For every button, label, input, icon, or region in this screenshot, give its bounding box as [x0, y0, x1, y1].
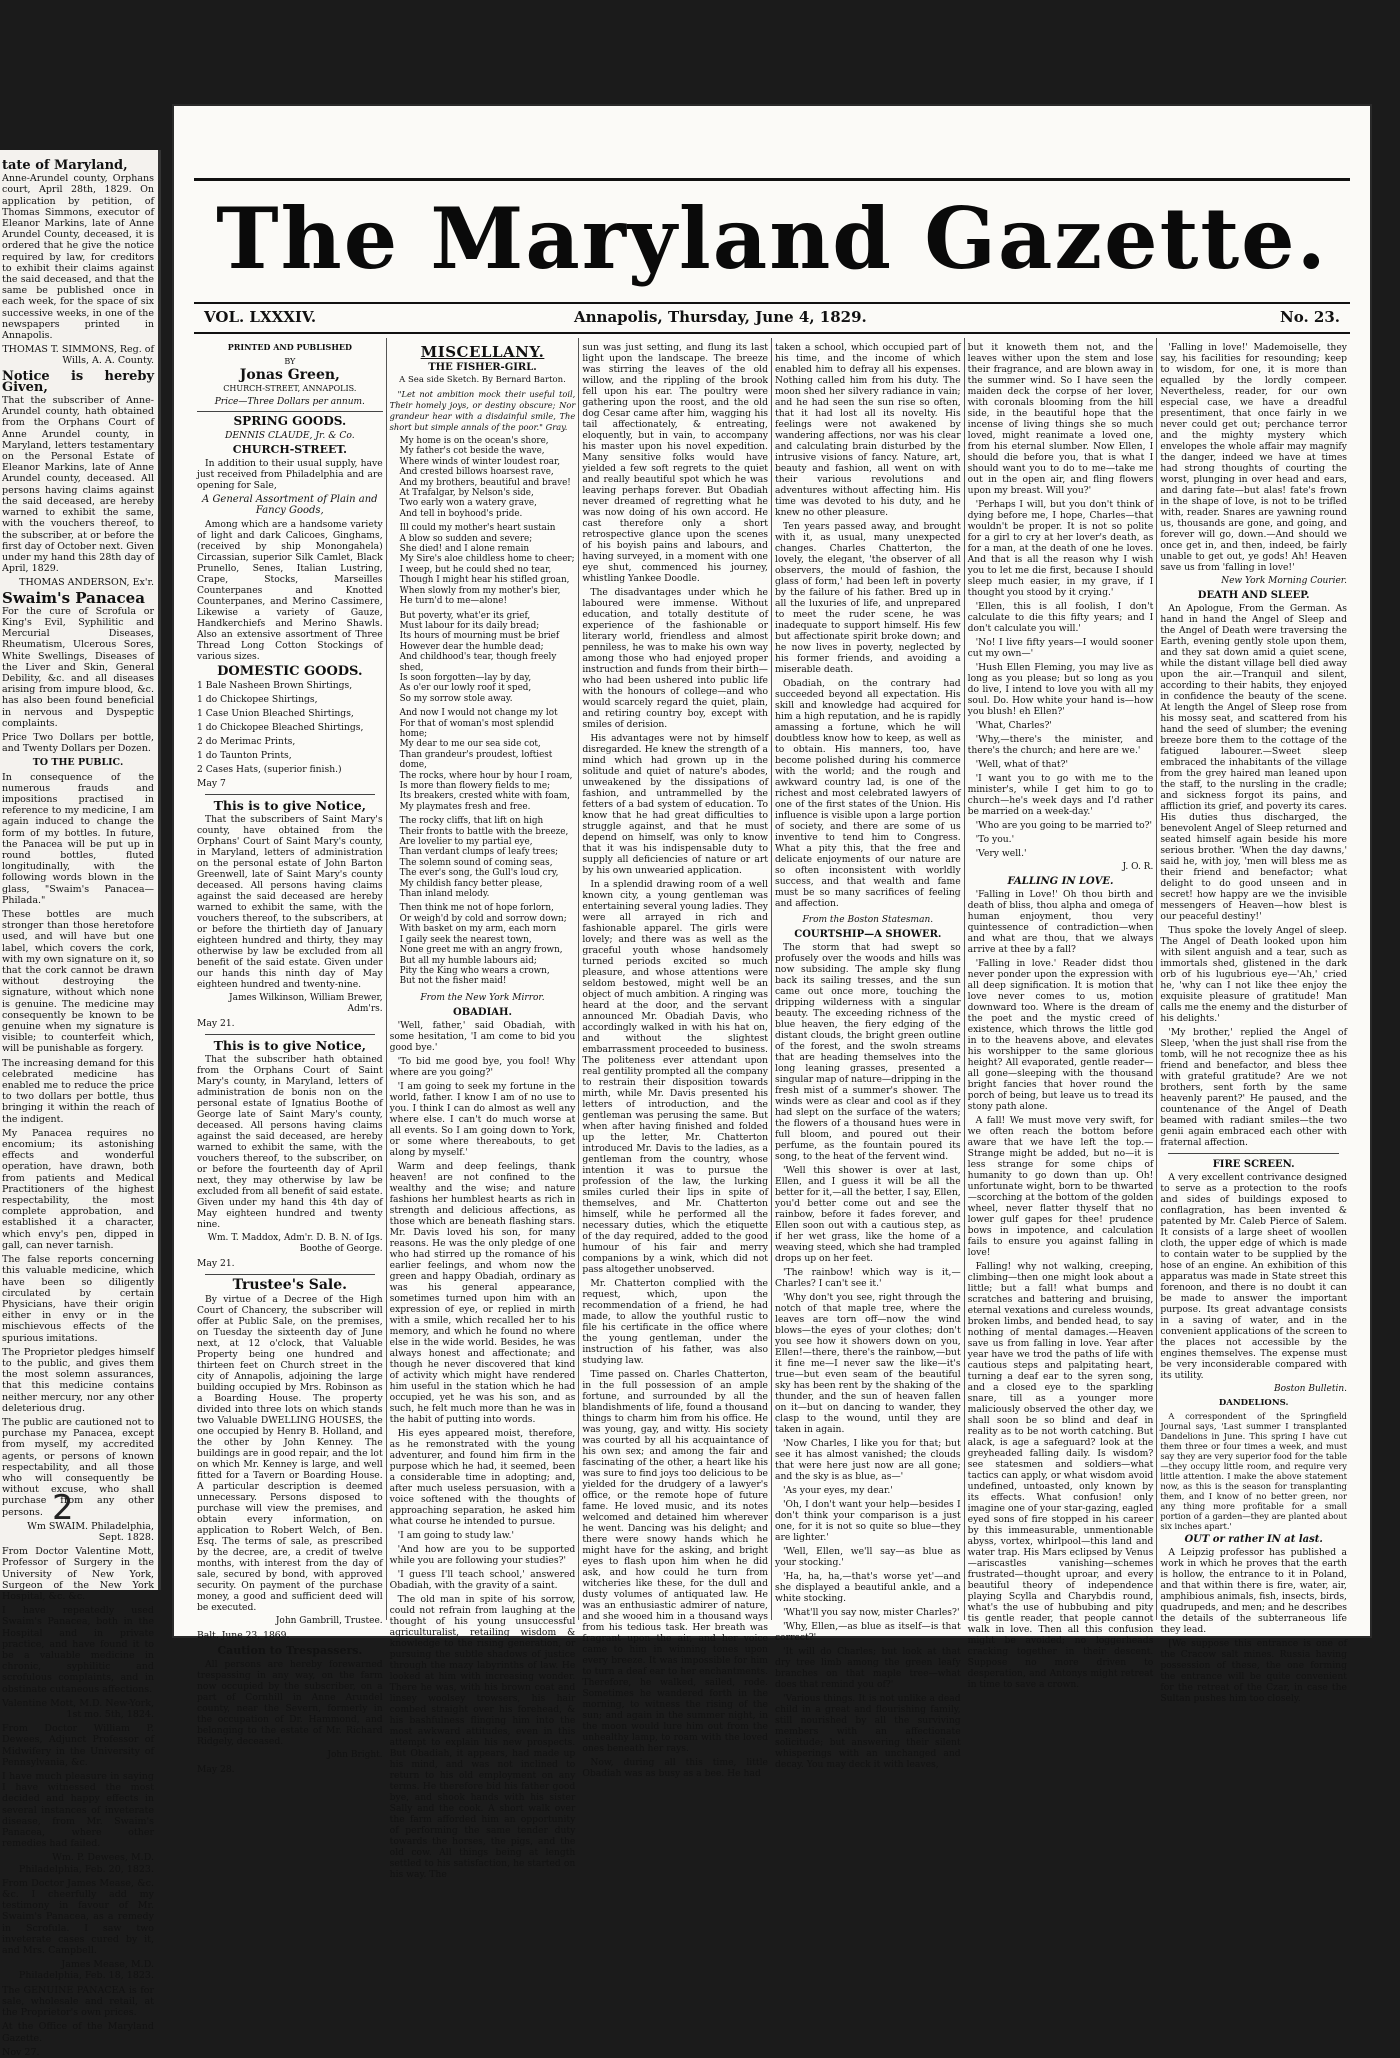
fragment-paragraph: That the subscriber of Anne-Arundel county, hath obtained from the Orphans Court of Anne Arundel county, in Maryland, letters testamentary on the Personal Estate of Eleanor Markins, late of Anne Arundel county, deceased. All persons having claims against the said deceased, are hereby warned to exhibit the same, with the vouchers thereof, to the subscriber, at or before the first day of October next. Given under my hand this 28th day of April, 1829.: [2, 395, 154, 575]
fragment-paragraph: From Doctor Valentine Mott, Professor of Surgery in the University of New York, Surgeon of the New York Hospital, &c. &c.: [2, 1546, 154, 1602]
poem-stanza: Then think me not of hope forlorn, Or weigh'd by cold and sorrow down; With basket on my arm, each morn I gaily seek the nearest town, None greet me with an angry frown, But all my humble labours aid; Pity the King who wears a crown, But not the fisher maid!: [399, 903, 567, 987]
article-paragraph: 'Perhaps I will, but you don't think of dying before me, I hope, Charles—that wouldn't be proper. It is not so polite for a girl to cry at her lover's death, as for a man, at the death of one he loves. And that is all the reason why I wish you to let me die first, because I should sleep much easier, in my grave, if I thought you stood by it crying.': [967, 499, 1154, 598]
fragment-paragraph: Nov 27.: [2, 2046, 40, 2058]
poem-stanza: Ill could my mother's heart sustain A blow so sudden and severe; She died! and I alone remain My Sire's aloe childless home to cheer; I weep, but he could shed no tear, Though I might hear his stifled groan, When slowly from my mother's bier, He turn'd to me—alone!: [399, 523, 575, 607]
article-paragraph: 'What, Charles?': [975, 720, 1052, 731]
place-and-date: Annapolis, Thursday, June 4, 1829.: [574, 308, 867, 326]
article-paragraph: Falling! why not walking, creeping, climbing—then one might look about a little; but a fall! what bumps and scratches and battering and bruising, eternal vexations and cureless wounds, broken limbs, and bended head, to say nothing of mental damages.—Heaven save us from falling in love. Year after year have we trod the paths of life with cautious steps and palpitating heart, turning a deaf ear to the syren song, and a closed eye to the sparkling snare, till as a younger more maliciously observed the other day, we shall soon be so blind and deaf in reality as to be not worth catching. But alack, is age a safeguard? look at the greyheaded falling daily. Is wisdom? see statesmen and soldiers—what tactics can apply, or what wisdom avoid undefined, untoasted, only known by its effects. What confusion! only imagine one of your star-gazing, eagled eyed sons of fire stopped in his career by this immeasurable, unmentionable abyss, vortex, whirlpool—this land and water trap. His Mars eclipsed by Venus—ariscastles vanishing—schemes frustrated—thought uproar, and every beautiful theory of independence playing Scylla and Charybdis round, what's the use of hubbubing and pity tis gentle reader, that people cannot walk in love. Then all this confusion might be avoided; no loggerheads cracking together in their descent. Suppose no more driven to desperation, and Antonys might retreat in time to save a crown.: [967, 1261, 1154, 1690]
article-paragraph: [We suppose this entrance is one of the Cracow salt mines. Russia having possession of these, the one forming the entrance will be quite convenient for the retreat of the Czar, in case the Sultan pushes him too closely.: [1160, 1638, 1347, 1704]
article-paragraph: 'Ha, ha, ha,—that's worse yet'—and she displayed a beautiful ankle, and a white stocking.: [775, 1571, 961, 1604]
article-source: From the Boston Statesman.: [802, 915, 934, 925]
article-paragraph: Ten years passed away, and brought with it, as usual, many unexpected changes. Charles Chatterton, the lovely, the elegant, 'the observer of all observers, the mould of fashion, the glass of form,' had been left in poverty by the failure of his father. Bred up in all the luxuries of life, and unprepared to meet the ruder scene, he was inadequate to support himself. His few but affectionate spirit broke down; and he now lives in poverty, neglected by his former friends, and avoiding a miserable death.: [775, 521, 961, 675]
article-paragraph: A Leipzig professor has published a work in which he proves that the earth is hollow, the entrance to it in Poland, and that within there is fire, water, air, amphibious animals, fish, insects, birds, quadrupeds, and men; and he describes the details of the subterraneous life they lead.: [1160, 1547, 1347, 1635]
article-paragraph: His advantages were not by himself disregarded. He knew the strength of a mind which had grown up in the solitude and quiet of nature's abodes, unweakened by the dissipations of fashion, and untrammelled by the fetters of a bad system of education. To know that he had great difficulties to struggle against, and that he must depend on himself, was only to know that it was his indispensable duty to supply all deficiencies of nature or art by his own unwearied application.: [582, 733, 768, 876]
article-paragraph: 'The rainbow! which way is it,—Charles? I can't see it.': [775, 1267, 961, 1289]
fragment-signature: THOMAS ANDERSON, Ex'r.: [19, 577, 154, 589]
ad-list-item: 1 Bale Nasheen Brown Shirtings,: [197, 680, 353, 691]
column-6: [1157, 338, 1350, 1704]
article-title: COURTSHIP—A SHOWER.: [794, 929, 942, 940]
fragment-paragraph: From Doctor William P. Dewees, Adjunct Professor of Midwifery in the University of Pennsylvania, &c.: [2, 1723, 154, 1768]
top-rule: [194, 178, 1350, 181]
poem-stanza: But poverty, what'er its grief, Must labour for its daily bread; Its hours of mourning must be brief However dear the humble dead; And childhood's tear, though freely shed, Is soon forgotten—lay by day, As o'er our lowly roof it sped, So my sorrow stole away.: [399, 610, 560, 704]
notice-heading: This is to give Notice,: [213, 798, 367, 813]
fragment-paragraph: In consequence of the numerous frauds and impositions practised in reference to my medicine, I am again induced to change the form of my bottles. In future, the Panacea will be put up in round bottles, fluted longitudinally, with the following words blown in the glass, "Swaim's Panacea—Philada.": [2, 771, 154, 906]
article-paragraph: His eyes appeared moist, therefore, as he remonstrated with the young adventurer, and found him firm in the purpose which he had, it seemed, been a considerable time in adopting; and, after much useless persuasion, with a voice softened with the thoughts of approaching separation, he asked him what course he intended to pursue.: [389, 1427, 576, 1527]
article-paragraph: Obadiah, on the contrary had succeeded beyond all expectation. His skill and knowledge had acquired for him a high reputation, and he is rapidly amassing a fortune, which he will doubtless know how to keep, as well as to obtain. His manners, too, have become polished during his commerce with the world; and the rough and awkward country lad, is one of the richest and most celebrated lawyers of one of the first states of the Union. His influence is visible upon a large portion of society, and there are some of us inventive to tend him to Congress. What a pity this, that the free and delicate enjoyments of our nature are so often inconsistent with worldly success, and that wealth and fame must be so many sacrifices of feeling and affection.: [775, 678, 961, 909]
divider: [1168, 1153, 1339, 1154]
article-paragraph: A very excellent contrivance designed to serve as a protection to the roofs and sides of buildings exposed to conflagration, has been invented & patented by Mr. Caleb Pierce of Salem. It consists of a large sheet of woollen cloth, the upper edge of which is made to contain water to be supplied by the hose of an engine. An exhibition of this apparatus was made in State street this forenoon, and there is no doubt it can be made to answer the important purpose. Its great advantage consists in a saving of water, and in the convenient applications of the screen to the places not accessible by the engines themselves. The expense must be very inconsiderable compared with its utility.: [1160, 1172, 1347, 1381]
publisher-name: Jonas Green,: [239, 367, 340, 383]
section-heading-miscellany: MISCELLANY.: [420, 343, 545, 361]
ad-list-item: 1 do Chickopee Shirtings,: [197, 694, 318, 705]
article-paragraph: In a splendid drawing room of a well known city, a young gentleman was entertaining several young ladies. They were all arrayed in rich and fashionable apparel. The girls were lovely; and there was as well as the graceful youth whose handsomely turned periods excited so much pleasure, and whose attentions were seldom bestowed, might well be an object of much ambition. A ringing was heard at the door, and the servant announced Mr. Obadiah Davis, who accordingly walked in with his hat on, and without the slightest embarrassment proceeded to business. The politeness ever attendant upon real gentility prompted all the company to restrain their disposition towards mirth, while Mr. Davis presented his letters of introduction, and the gentleman was perusing the same. But when after having finished and folded up the letter, Mr. Chatterton introduced Mr. Davis to the ladies, as a gentleman from the country, whose intention it was to pursue the profession of the law, the lurking smiles curled their lips in spite of themselves, and Mr. Chatterton himself, while he performed all the necessary duties, which the etiquette of the day required, added to the good humour of his fair and merry companions by a wink, which did not pass altogether unobserved.: [582, 879, 768, 1275]
fragment-heading: Notice is hereby Given,: [2, 368, 154, 395]
notice-text: That the subscribers of Saint Mary's county, have obtained from the Orphans' Court of Saint Mary's county, in Maryland, letters of administration on the personal estate of John Barton Greenwell, late of Saint Mary's county deceased. All persons having claims against the said deceased are hereby warned to exhibit the same, with the vouchers thereof, to the subscribers, at or before the thirtieth day of January eighteen hundred and thirty, they may otherwise by law be excluded from all benefit of the said estate. Given under our hands this ninth day of May eighteen hundred and twenty-nine.: [197, 814, 383, 990]
notice-date: May 21.: [197, 1258, 235, 1269]
fragment-paragraph: Anne-Arundel county, Orphans court, April 28th, 1829. On application by petition, of Thomas Simmons, executor of Eleanor Markins, late of Anne Arundel County, deceased, it is ordered that he give the notice required by law, for creditors to exhibit their claims against the said deceased, and that the same be published once in each week, for the space of six successive weeks, in one of the newspapers printed in Annapolis.: [2, 173, 154, 342]
article-paragraph: An Apologue, From the German. As hand in hand the Angel of Sleep and the Angel of Death were traversing the Earth, evening gently stole upon them, and they sat down amid a quiet scene, while the distant village bell died away upon the air.—Tranquil and silent, according to their habits, they enjoyed in confidence the beauty of the scene. At length the Angel of Sleep rose from his mossy seat, and scattered from his hand the seed of slumber; the evening breeze bore them to the cottage of the fatigued labourer.—Sweet sleep embraced the inhabitants of the village from the grey haired man leaned upon the staff, to the nursling in the cradle; and sickness forgot its pains, and affliction its grief, and poverty its cares. His duties thus discharged, the benevolent Angel of Sleep returned and seated himself again beside his more serious brother. 'When the day dawns,' said he, with joy, 'men will bless me as their friend and benefactor; what delight to do good unseen and in secret! how happy are we the invisible messengers of Heaven—how blest is our peaceful destiny!': [1160, 603, 1347, 922]
fragment-heading: tate of Maryland,: [2, 158, 128, 173]
article-paragraph: Now, during all this time, little Obadiah was as busy as a bee. He had: [582, 1757, 768, 1779]
fragment-signature: Wm SWAIM. Philadelphia, Sept. 1828.: [27, 1520, 154, 1543]
ad-list-item: 1 Case Union Bleached Shirtings,: [197, 708, 354, 719]
subscription-price: Price—Three Dollars per annum.: [197, 397, 383, 412]
article-paragraph: 'It will do Charles; but look at that dry tree limb among the green leafy branches on that maple tree—what does that remind you of?': [775, 1646, 961, 1690]
caution-signature: John Bright.: [327, 1750, 383, 1760]
ad-heading-domestic-goods: DOMESTIC GOODS.: [217, 664, 363, 679]
article-paragraph: Mr. Chatterton complied with the request, which, upon the recommendation of a friend, he had made, to allow the youthful rustic to file his certificate in the office where the young gentleman, under the instruction of his father, was also studying law.: [582, 1278, 768, 1366]
article-paragraph: 'Ellen, this is all foolish, I don't calculate to die this fifty years; and I don't calculate you will.': [967, 601, 1154, 634]
ad-date: May 7: [197, 778, 226, 789]
trustee-signature: John Gambrill, Trustee.: [275, 1616, 383, 1626]
columns: [194, 338, 1350, 1880]
issue-number: No. 23.: [1280, 308, 1340, 326]
column-5: [965, 338, 1158, 1690]
masthead-rule: [194, 302, 1350, 304]
divider: [205, 1034, 375, 1035]
article-paragraph: 'And how are you to be supported while you are following your studies?': [389, 1543, 576, 1566]
newspaper-page: [174, 106, 1370, 1880]
fragment-paragraph: The Proprietor pledges himself to the public, and gives them the most solemn assurances, that this medicine contains neither mercury, nor any other deleterious drug.: [2, 1346, 154, 1414]
handwritten-page-number: 2: [52, 1488, 74, 1528]
article-paragraph: 'My brother,' replied the Angel of Sleep, 'when the just shall rise from the tomb, will he not recognize thee as his friend and benefactor, and bless thee with grateful gratitude? Are we not brothers, sent forth by the same heavenly parent?' He paused, and the countenance of the Angel of Death beamed with radiant smiles—the two genii again embraced each other with fraternal affection.: [1160, 1027, 1347, 1148]
trustee-date: Balt. June 23, 1869.: [197, 1630, 290, 1641]
fragment-paragraph: I have repeatedly used Swaim's Panacea, both in the Hospital and in private practice, and have found it to be a valuable medicine in chronic, syphilitic and scrofulous complaints, and in obstinate cutaneous affections.: [2, 1605, 154, 1695]
divider: [205, 1274, 375, 1275]
notice-heading: This is to give Notice,: [213, 1038, 367, 1053]
article-paragraph: A fall! We must move very swift, for we often reach the bottom before aware that we have left the top.—Strange might be added, but no—it is less strange for some chips of humanity to go down than up. Oh! unfortunate wight, born to be thwarted—scorching at the bottom of the golden wheel, never flatter thyself that no lower gulf gapes for thee! prudence bows in impotence, and calculation fails to ensure you against falling in love!: [967, 1115, 1154, 1258]
caution-heading: Caution to Trespassers.: [217, 1644, 363, 1657]
article-paragraph: 'Well, father,' said Obadiah, with some hesitation, 'I am come to bid you good bye.': [389, 1019, 576, 1053]
article-paragraph: 'Why,—there's the minister, and there's the church; and here are we.': [967, 734, 1154, 756]
poem-stanza: And now I would not change my lot For that of woman's most splendid home; My dear to me our sea side cot, Than grandeur's proudest, loftiest dome, The rocks, where hour by hour I roam, Is more than flowery fields to me; Its breakers, crested white with foam, My playmates fresh and free.: [399, 708, 573, 812]
fragment-subheading: TO THE PUBLIC.: [32, 757, 124, 769]
article-paragraph: taken a school, which occupied part of his time, and the income of which enabled him to defray all his expenses. Nothing called him from his duty. The moon shed her silvery radiance in vain; and he had seen the sun rise so often, that it had lost all its novelty. His feelings were not awakened by wandering affections, nor was his clear and calculating brain disturbed by the intrusive visions of fancy. Nature, art, beauty and fashion, all went on with their various revolutions and adventures without affecting him. His time was devoted to his duty, and he knew no other pleasure.: [775, 342, 961, 518]
fragment-signature: Valentine Mott, M.D. New-York, 1st mo. 5th, 1824.: [2, 1697, 154, 1721]
article-title: OUT or rather IN at last.: [1184, 1534, 1323, 1545]
ad-text: In addition to their usual supply, have just received from Philadelphia and are opening for Sale,: [197, 458, 383, 491]
article-paragraph: A correspondent of the Springfield Journal says, 'Last summer I transplanted Dandelions in June. This spring I have cut them three or four times a week, and must say they are very superior food for the table—they occupy little room, and require very little attention. I make the above statement now, as this is the season for transplanting them, and I know of no better green, nor any thing more profitable for a small portion of a garden—they are planted about six inches apart.': [1160, 1411, 1347, 1531]
fragment-paragraph: These bottles are much stronger than those heretofore used, and will have but one label, which covers the cork, with my own signature on it, so that the cork cannot be drawn without destroying the signature, without which none is genuine. The medicine may consequently be known to be genuine when my signature is visible; to counterfeit which, will be punishable as forgery.: [2, 909, 154, 1055]
column-1: [194, 338, 387, 1775]
dateline: [204, 306, 1340, 330]
column-3: [579, 338, 772, 1779]
article-paragraph: 'I want you to go with me to the minister's, while I get him to go to church—he's week days and I'd rather be married on a week-day.': [967, 773, 1154, 817]
column-2: [387, 338, 580, 1880]
article-paragraph: 'No! I live fifty years—I would sooner cut my own—': [967, 637, 1154, 659]
article-paragraph: 'Why don't you see, right through the notch of that maple tree, where the leaves are torn off—now the wind blows—the eyes of your clothes; don't you see how it showers down on you, Ellen!—there, there's the rainbow,—but it fine me—I never saw the like—it's true—but even seam of the beautiful sky has been rent by the shaking of the thunder, and the sun of heaven fallen on it—but on dancing to wander, they clasp to the wound, until they are taken in again.: [775, 1292, 961, 1435]
article-title: DANDELIONS.: [1218, 1398, 1289, 1408]
article-title: FIRE SCREEN.: [1212, 1159, 1295, 1170]
fragment-paragraph: Price Two Dollars per bottle, and Twenty Dollars per Dozen.: [2, 731, 154, 755]
article-paragraph: 'Now Charles, I like you for that; but see it has almost vanished; the clouds that were here just now are all gone; and the sky is as blue, as—': [775, 1438, 961, 1482]
notice-text: That the subscriber hath obtained from the Orphans Court of Saint Mary's county, in Maryland, letters of administration de bonis non on the personal estate of Ignatius Boothe of George late of Saint Mary's county, deceased. All persons having claims against the said deceased, are hereby warned to exhibit the same, with the vouchers thereof, to the subscriber, on or before the fourteenth day of April next, they may otherwise by law be excluded from all benefit of said estate. Given under my hand this 4th day of May eighteen hundred and twenty nine.: [197, 1054, 383, 1230]
publisher-address: CHURCH-STREET, ANNAPOLIS.: [223, 384, 357, 393]
article-paragraph: 'I am going to study law.': [397, 1529, 515, 1541]
fragment-paragraph: At the Office of the Maryland Gazette.: [2, 2021, 154, 2044]
poem-stanza: The rocky cliffs, that lift on high Their fronts to battle with the breeze, Are lovelier to my partial eye, Than verdant clumps of leafy trees; The solemn sound of coming seas, The ever's song, the Gull's loud cry, My childish fancy better please, Than inland melody.: [399, 816, 569, 900]
volume-number: VOL. LXXXIV.: [204, 308, 317, 326]
ad-subheading: A General Assortment of Plain and Fancy Goods,: [202, 494, 378, 516]
article-paragraph: 'Falling in love!' Mademoiselle, they say, his facilities for resounding; keep to wisdom, for one, it is more than equalled by the lordly compeer. Nevertheless, reader, for our own especial case, we have a dreadful presentiment, that once fairly in we never could get out; perchance terror and the mighty mystery which envelopes the whole affair may magnify the danger, indeed we have at times had strong thoughts of courting the worst, plunging in over head and ears, and daring fate—but alas! fate's frown in the shape of love, is not to be trifled with, reader. Snares are yawning round us, thousands are gone, and going, and forever will go, down.—And should we once get in, and then, indeed, be fairly unable to get out, ye gods! Ah! Heaven save us from 'falling in love!': [1160, 342, 1347, 573]
poem-title: THE FISHER-GIRL.: [428, 362, 537, 373]
fragment-paragraph: I have much pleasure in saying I have witnessed the most decided and happy effects in several instances of inveterate disease, from Mr. Swaim's Panacea, where other remedies had failed.: [2, 1771, 154, 1850]
article-paragraph: Thus spoke the lovely Angel of sleep. The Angel of Death looked upon him with silent anguish and a tear, such as immortals shed, glistened in the dark orb of his lugubrious eye—'Ah,' cried he, 'why can I not like thee enjoy the exquisite pleasure of gratitude! Man calls me the enemy and the disturber of his delights.': [1160, 925, 1347, 1024]
article-paragraph: The disadvantages under which he laboured were immense. Without education, and totally destitute of experience of the fashionable or literary world, friendless and almost penniless, he was to make his own way among those who had enjoyed proper instruction and funds from their birth—who had been ushered into public life with the honours of college—and who would scarcely regard the quiet, plain, and retiring country boy, except with smiles of derision.: [582, 587, 768, 730]
caution-text: All persons are hereby forewarned trespassing in any way, on the farm now occupied by the subscriber, on a part of Cornhill in Anne Arundel county, near the Severn, formerly in the occupation of Dr. Hammond, and belonging to the estate of Mr. Richard Ridgely, deceased.: [197, 1659, 383, 1747]
trustee-sale-heading: Trustee's Sale.: [232, 1277, 348, 1293]
article-paragraph: sun was just setting, and flung its last light upon the landscape. The breeze was stirring the leaves of the old willow, and the rippling of the brook fell upon his ear. The poultry were gathering upon the roost, and the old dog Cesar came after him, wagging his tail affectionately, & entreating, eloquently, but in vain, to accompany his master upon his novel expedition. Many sensitive folks would have yielded a few soft regrets to the quiet and really beautiful spot which he was leaving perhaps forever. But Obadiah never dreamed of regretting what he was now doing of his own accord. He cast therefore only a short retrospective glance upon the scenes of his boyish pains and labours, and having surveyed, in a moment with one eye shut, commenced his journey, whistling Yankee Doodle.: [582, 342, 768, 584]
fragment-paragraph: The GENUINE PANACEA is for sale, wholesale and retail, at the Proprietor's own prices.: [2, 1984, 154, 2019]
imprint-line: PRINTED AND PUBLISHED: [227, 342, 352, 352]
article-paragraph: Time passed on. Charles Chatterton, in the full possession of an ample fortune, and surrounded by all the blandishments of life, found a thousand things to charm him from his office. He was young, gay, and witty. His society was courted by all his acquaintance of his own sex; and among the fair and fascinating of the other, a heart like his was sure to find joys too delicious to be yielded for the drudgery of a lawyer's office, or the remote hope of future fame. He loved music, and its notes welcomed and detained him wherever he went. Dancing was his delight; and there were snowy hands which he might have for the asking, and bright eyes to flash upon him when he did ask, and how could he turn from witcheries like these, for the dull and dusty volumes of antiquated law. He was an enthusiastic admirer of nature, and she wooed him in a thousand ways from his tedious task. Her breath was fragrant upon the air, and her voice came to him in winning tones upon every breeze. It was impossible for him to turn a deaf ear to her enchantments. Therefore, he walked, sailed, rode. Sometimes he wandered forth in the morning, to witness the rising of the sun; and again in the summer night, in the moon would lure him out from the unhealthy lamp, to roam with the loved ones beneath her rays.: [582, 1369, 768, 1754]
previous-page-fragment: [0, 150, 161, 2058]
article-title: FALLING IN LOVE.: [1007, 876, 1114, 887]
divider: [205, 794, 375, 795]
ad-list-item: 1 do Taunton Prints,: [197, 750, 292, 761]
article-paragraph: but it knoweth them not, and the leaves wither upon the stem and lose their fragrance, and are blown away in the summer wind. So I have seen the maiden deck the corpse of her lover, with coronals blooming from the hill side, in the beautiful hope that the incense of living things she so much loved, might reanimate a loved one, from his eternal slumber. Now Ellen, I should die before you, that is what I should want you to do to me—take me out in the open air, and fling flowers upon my breast. Will you?': [967, 342, 1154, 496]
dateline-rule: [194, 332, 1350, 334]
fragment-paragraph: The false reports concerning this valuable medicine, which have been so diligently circulated by certain Physicians, have their origin either in envy or in the mischievous effects of the spurious imitations.: [2, 1254, 154, 1344]
ad-text: Among which are a handsome variety of light and dark Calicoes, Ginghams, (received by ship Monongahela) Circassian, superior Silk Camlet, Black Prunello, Senes, Italian Lustring, Crape, Stocks, Marseilles Counterpanes and Knotted Counterpanes, and Merino Cassimere, Likewise a variety of Gauze, Handkerchiefs and Merino Shawls. Also an extensive assortment of Three Thread Long Cotton Stockings of various sizes.: [197, 519, 383, 662]
article-paragraph: 'As your eyes, my dear.': [783, 1485, 893, 1496]
ad-firm: DENNIS CLAUDE, Jr. & Co.: [224, 430, 355, 441]
article-paragraph: 'Why, Ellen,—as blue as itself—is that correct?': [775, 1621, 961, 1643]
article-paragraph: 'Well, what of that?': [975, 759, 1068, 770]
article-paragraph: The storm that had swept so profusely over the woods and hills was now subsiding. The ample sky flung back its sailing tresses, and the sun came out once more, touching the dripping wilderness with a singular beauty. The exceeding richness of the blue heaven, the fiery edging of the distant clouds, the bright green outline of the forest, and the swoln streams that are heading themselves into the long leaning grasses, presented a singular map of nature—dripping in the fresh mist of a summer's shower. The winds were as clear and cool as if they had slept on the surface of the waters; the flowers of a thousand hues were in full bloom, and poured out their perfume, as the fountain poured its song, to the heat of the fervent wind.: [775, 942, 961, 1162]
article-paragraph: 'I am going to seek my fortune in the world, father. I know I am of no use to you. I think I can do almost as well any where else. I can't do much worse at all events. So I am going down to York, or some where thereabouts, to get along by myself.': [389, 1080, 576, 1158]
notice-signature: James Wilkinson, William Brewer, Adm'rs.: [228, 993, 383, 1014]
trustee-sale-text: By virtue of a Decree of the High Court of Chancery, the subscriber will offer at Public Sale, on the premises, on Tuesday the sixteenth day of June next, at 12 o'clock, that Valuable Property being one hundred and thirteen feet on Church street in the city of Annapolis, adjoining the large building occupied by Mrs. Robinson as a Boarding House. The property divided into three lots on which stands two Valuable DWELLING HOUSES, the one occupied by Henry B. Holland, and the other by John Kenney. The buildings are in good repair, and the lot on which Mr. Kenney is large, and well fitted for a Tavern or Boarding House. A particular description is deemed unnecessary. Persons disposed to purchase will view the premises, and obtain every information, on application to Robert Welch, of Ben. Esq. The terms of sale, as prescribed by the decree, are, a credit of twelve months, with interest from the day of sale, secured by bond, with approved security. On payment of the purchase money, a good and sufficient deed will be executed.: [197, 1294, 383, 1613]
article-title: OBADIAH.: [453, 1006, 512, 1018]
article-paragraph: 'To you.': [975, 834, 1015, 845]
article-source: From the New York Mirror.: [420, 992, 545, 1003]
fragment-paragraph: The public are cautioned not to purchase my Panacea, except from myself, my accredited agents, or persons of known respectability, and all those who will consequently be without excuse, who shall purchase from any other persons.: [2, 1416, 154, 1518]
fragment-column: [0, 150, 158, 2058]
caution-date: May 28.: [197, 1764, 235, 1775]
ad-street: CHURCH-STREET.: [232, 443, 347, 456]
article-title: DEATH AND SLEEP.: [1197, 590, 1310, 601]
column-4: [772, 338, 965, 1770]
fragment-signature: THOMAS T. SIMMONS, Reg. of Wills, A. A. County.: [2, 344, 154, 367]
notice-signature: Wm. T. Maddox, Adm'r. D. B. N. of Igs. Boothe of George.: [207, 1233, 383, 1254]
article-signature: J. O. R.: [1122, 862, 1154, 872]
article-paragraph: 'Very well.': [975, 848, 1027, 859]
fragment-paragraph: My Panacea requires no encomium; its astonishing effects and wonderful operation, have drawn, both from patients and Medical Practitioners of the highest respectability, the most complete approbation, and established it a character, which envy's pen, dipped in gall, can never tarnish.: [2, 1127, 154, 1251]
ad-list-item: 2 Cases Hats, (superior finish.): [197, 764, 342, 775]
article-paragraph: 'To bid me good bye, you fool! Why where are you going?': [389, 1055, 576, 1078]
article-paragraph: 'Well this shower is over at last, Ellen, and I guess it will be all the better for it,—all the better, I say, Ellen, you'd better come out and see the rainbow, before it fades forever, and Ellen soon out with a cautious step, as if her wet grass, like the home of a weaving steed, which she had trampled drops up on her feet.: [775, 1165, 961, 1264]
article-paragraph: 'Various things. It is not unlike a dead child in a great and flourishing family, still nourished by all the surviving members with an affectionate solicitude; but answering their silent whisperings with an unchanged and decay. You may deck it with leaves,: [775, 1693, 961, 1770]
fragment-signature: Wm. P. Dewees, M.D. Philadelphia, Feb. 20, 1823.: [18, 1852, 154, 1875]
article-paragraph: 'I guess I'll teach school,' answered Obadiah, with the gravity of a saint.: [389, 1568, 576, 1591]
article-paragraph: 'Oh, I don't want your help—besides I don't think your comparison is a just one, for it is not so quite so blue—they are lighter.': [775, 1499, 961, 1543]
fragment-paragraph: From Doctor James Mease, &c. &c. I cheerfully add my testimony in favour of Mr. Swaim's Panacea, as a remedy in Scrofula. I saw two inveterate cases cured by it, and Mrs. Campbell.: [2, 1877, 154, 1957]
article-source: New York Morning Courier.: [1221, 576, 1347, 586]
article-paragraph: The old man in spite of his sorrow, could not refrain from laughing at the thought of his young unsuccessful agriculturalist, retailing wisdom & knowledge to the rising generation, or pursuing the subtle shadows of justice through the mazy labyrinths of law. He looked at him with increasing wonder. There he was, with his brown coat and linsey woolsey trowsers, his hair combed straight over his forehead, & his bashfulness flinging him into the most awkward attitudes, even in this attempt to explain his new prospects. But Obadiah, it appears, had made up his mind, and was not inclined to return to his old employment on any terms. He therefore bid his father good bye, and shook hands with his sister Sally and the cook. A short walk over the farm afforded him an opportunity of performing the same tender duty towards the horses, the pigs, and the old cow. All things being at length settled to his satisfaction, he started on his way. The: [389, 1593, 576, 1880]
fragment-signature: James Mease, M.D. Philadelphia, Feb. 18, 1823.: [18, 1959, 154, 1982]
fragment-paragraph: For the cure of Scrofula or King's Evil, Syphilitic and Mercurial Diseases, Rheumatism, Ulcerous Sores, White Swellings, Diseases of the Liver and Skin, General Debility, &c. and all diseases arising from impure blood, &c. has also been found beneficial in nervous and Dyspeptic complaints.: [2, 605, 154, 729]
imprint-by: BY: [284, 357, 296, 366]
poem-stanza: My home is on the ocean's shore, My father's cot beside the wave, Where winds of winter loudest roar, And crested billows hoarsest rave, And my brothers, beautiful and brave! At Trafalgar, by Nelson's side, Two early won a watery grave, And tell in boyhood's pride.: [399, 436, 571, 519]
article-paragraph: 'Well, Ellen, we'll say—as blue as your stocking.': [775, 1546, 961, 1568]
ad-list-item: 2 do Merimac Prints,: [197, 736, 296, 747]
article-paragraph: Warm and deep feelings, thank heaven! are not confined to the wealthy and the wise; and nature fashions her humblest hearts as rich in strength and delicious affections, as those which are beneath flashing stars. Mr. Davis loved his son, for many reasons. He was the only pledge of one who had stirred up the romance of his earlier feelings, and whom now the green and happy Obadiah, ordinary as was his general appearance, sometimes turned upon him with an expression of eye, or replied in mirth with a smile, which recalled her to his memory, and which he found no where else in the wide world. Besides, he was always honest and affectionate; and though he never discovered that kind of activity which might have rendered him useful in the station which he had occupied, yet he was his son, and as such, he felt much more than he was in the habit of putting into words.: [389, 1160, 576, 1425]
fragment-heading: Swaim's Panacea: [2, 588, 145, 607]
article-paragraph: 'Who are you going to be married to?': [975, 820, 1153, 831]
masthead-title: The Maryland Gazette.: [216, 189, 1328, 288]
article-paragraph: 'Falling in love.' Reader didst thou never ponder upon the expression with all deep signification. It is motion that love never comes to us, motion downward too. Where is the dream of the poet and the mystic creed of existence, which throws the little god in to the heavens above, and elevates his worshipper to the same glorious height? All evaporated, gentle reader—all gone—sleeping with the thousand bright fancies that hover round the porch of being, but leave us to tread its stony path alone.: [967, 958, 1154, 1112]
fragment-paragraph: The increasing demand for this celebrated medicine has enabled me to reduce the price to two dollars per bottle, thus bringing it within the reach of the indigent.: [2, 1057, 154, 1125]
article-source: Boston Bulletin.: [1273, 1384, 1347, 1394]
article-paragraph: 'What'll you say now, mister Charles?': [783, 1607, 960, 1618]
ad-heading-spring-goods: SPRING GOODS.: [233, 414, 347, 428]
notice-date: May 21.: [197, 1018, 235, 1029]
ad-list-item: 1 do Chickopee Bleached Shirtings,: [197, 722, 364, 733]
poem-epigraph: "Let not ambition mock their useful toil, Their homely joys, or destiny obscure; Nor grandeur hear with a disdainful smile, The short but simple annals of the poor." Gray.: [389, 389, 576, 432]
poem-subtitle: A Sea side Sketch. By Bernard Barton.: [399, 375, 566, 385]
article-paragraph: 'Hush Ellen Fleming, you may live as long as you please; but so long as you do live, I intend to love you with all my soul. Do. How white your hand is—how you blush! eh Ellen?': [967, 662, 1154, 717]
article-paragraph: 'Falling in Love!' Oh thou birth and death of bliss, thou alpha and omega of human enjoyment, thou very quintessence of contradiction—when and what are thou, that we always arrive at thee by a fall?: [967, 889, 1154, 955]
